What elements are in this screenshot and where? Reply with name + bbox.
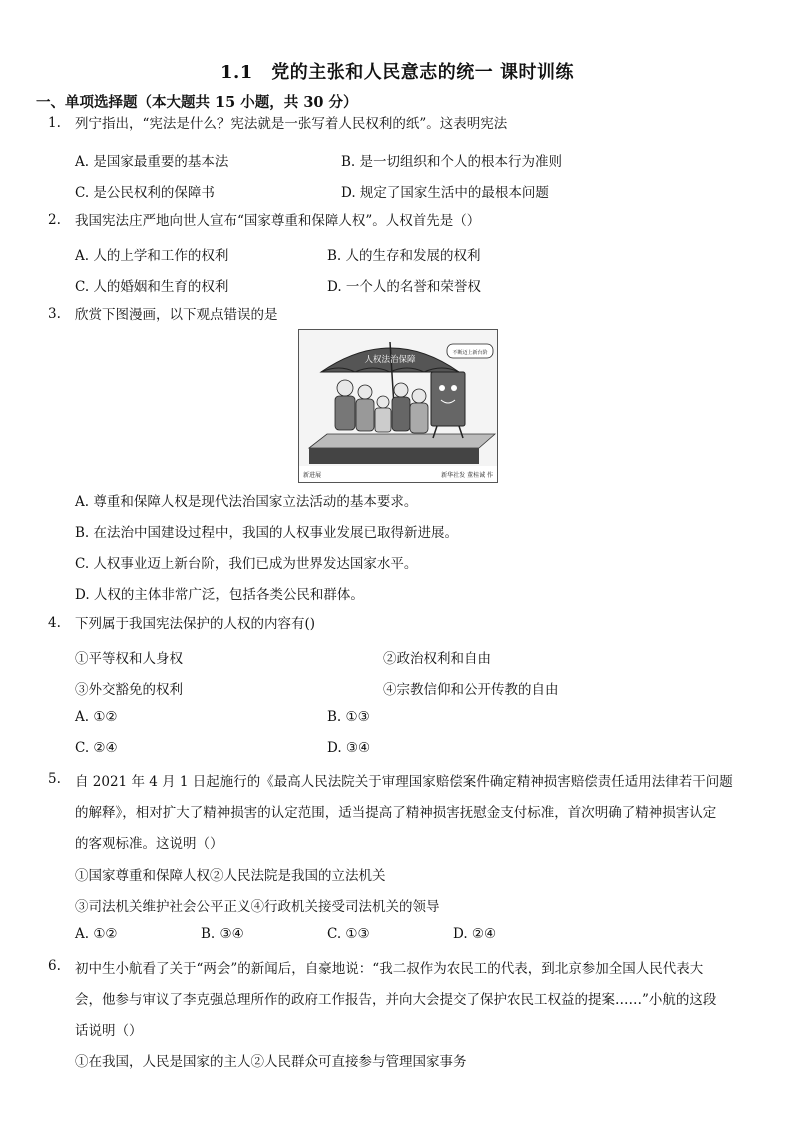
option-b[interactable]: B. 人的生存和发展的权利: [327, 248, 481, 264]
statement-1: ①平等权和人身权: [75, 651, 183, 667]
option-row: [75, 244, 775, 264]
caption-left: 新进展: [303, 472, 322, 479]
option-d[interactable]: D. 规定了国家生活中的最根本问题: [341, 185, 549, 201]
statement-4: ④宗教信仰和公开传教的自由: [383, 682, 559, 698]
statement-line: ③司法机关维护社会公平正义④行政机关接受司法机关的领导: [75, 899, 440, 915]
question-stem-line: 自 2021 年 4 月 1 日起施行的《最高人民法院关于审理国家赔偿案件确定精神损害赔偿责任适用法律若干问题: [75, 774, 733, 790]
statement-3: ③外交豁免的权利: [75, 682, 183, 698]
page-title: 1.1 党的主张和人民意志的统一 课时训练: [219, 62, 575, 83]
option-a[interactable]: A. 人的上学和工作的权利: [75, 248, 229, 264]
question-number: 3.: [48, 306, 61, 322]
option-row: [75, 181, 775, 201]
option-c[interactable]: C. ①③: [327, 926, 370, 942]
question-stem: 下列属于我国宪法保护的人权的内容有(): [75, 616, 316, 632]
option-row: [75, 926, 775, 946]
question-stem: 列宁指出，“宪法是什么？宪法就是一张写着人民权利的纸”。这表明宪法: [75, 116, 508, 132]
option-a[interactable]: A. 是国家最重要的基本法: [75, 154, 229, 170]
statement-row: [75, 678, 775, 698]
statement-row: [75, 647, 775, 667]
option-row: [75, 709, 775, 729]
section-heading: 一、单项选择题（本大题共 15 小题，共 30 分）: [36, 94, 358, 111]
question-stem-line: 会，他参与审议了李克强总理所作的政府工作报告，并向大会提交了保护农民工权益的提案……”小航的这段: [75, 992, 717, 1008]
option-b[interactable]: B. ①③: [327, 709, 370, 725]
statement-2: ②政治权利和自由: [383, 651, 491, 667]
option-b[interactable]: B. ③④: [201, 926, 244, 942]
cartoon-image: [298, 329, 498, 483]
option-d[interactable]: D. ③④: [327, 740, 371, 756]
option-a[interactable]: A. ①②: [75, 709, 118, 725]
caption-right: 新华社发 董桂诚 作: [441, 472, 493, 479]
option-b[interactable]: B. 在法治中国建设过程中，我国的人权事业发展已取得新进展。: [75, 525, 459, 541]
option-c[interactable]: C. 是公民权利的保障书: [75, 185, 215, 201]
question-stem-line: 的客观标准。这说明（）: [75, 836, 224, 852]
umbrella-label: 人权法治保障: [364, 355, 416, 365]
statement-line: ①在我国，人民是国家的主人②人民群众可直接参与管理国家事务: [75, 1054, 467, 1070]
cartoon-illustration: [299, 330, 497, 482]
option-c[interactable]: C. 人的婚姻和生育的权利: [75, 279, 229, 295]
question-number: 4.: [48, 615, 61, 631]
question-stem-line: 初中生小航看了关于“两会”的新闻后，自豪地说：“我二叔作为农民工的代表，到北京参加全国人民代表大: [75, 961, 704, 977]
option-a[interactable]: A. ①②: [75, 926, 118, 942]
option-row: [75, 150, 775, 170]
statement-line: ①国家尊重和保障人权②人民法院是我国的立法机关: [75, 868, 386, 884]
option-row: [75, 275, 775, 295]
option-a[interactable]: A. 尊重和保障人权是现代法治国家立法活动的基本要求。: [75, 494, 418, 510]
bubble-label: 不断迈上新台阶: [452, 350, 488, 356]
question-stem: 欣赏下图漫画，以下观点错误的是: [75, 307, 278, 323]
question-stem-line: 的解释》，相对扩大了精神损害的认定范围，适当提高了精神损害抚慰金支付标准，首次明确了精神损害认定: [75, 805, 717, 821]
question-number: 2.: [48, 212, 61, 228]
option-d[interactable]: D. ②④: [453, 926, 497, 942]
question-stem: 我国宪法庄严地向世人宣布“国家尊重和保障人权”。人权首先是（）: [75, 213, 481, 229]
option-c[interactable]: C. 人权事业迈上新台阶，我们已成为世界发达国家水平。: [75, 556, 418, 572]
question-number: 6.: [48, 958, 61, 974]
question-number: 1.: [48, 115, 61, 131]
question-number: 5.: [48, 771, 61, 787]
option-row: [75, 740, 775, 760]
option-b[interactable]: B. 是一切组织和个人的根本行为准则: [341, 154, 563, 170]
option-c[interactable]: C. ②④: [75, 740, 118, 756]
option-d[interactable]: D. 人权的主体非常广泛，包括各类公民和群体。: [75, 587, 364, 603]
option-d[interactable]: D. 一个人的名誉和荣誉权: [327, 279, 481, 295]
question-stem-line: 话说明（）: [75, 1023, 143, 1039]
